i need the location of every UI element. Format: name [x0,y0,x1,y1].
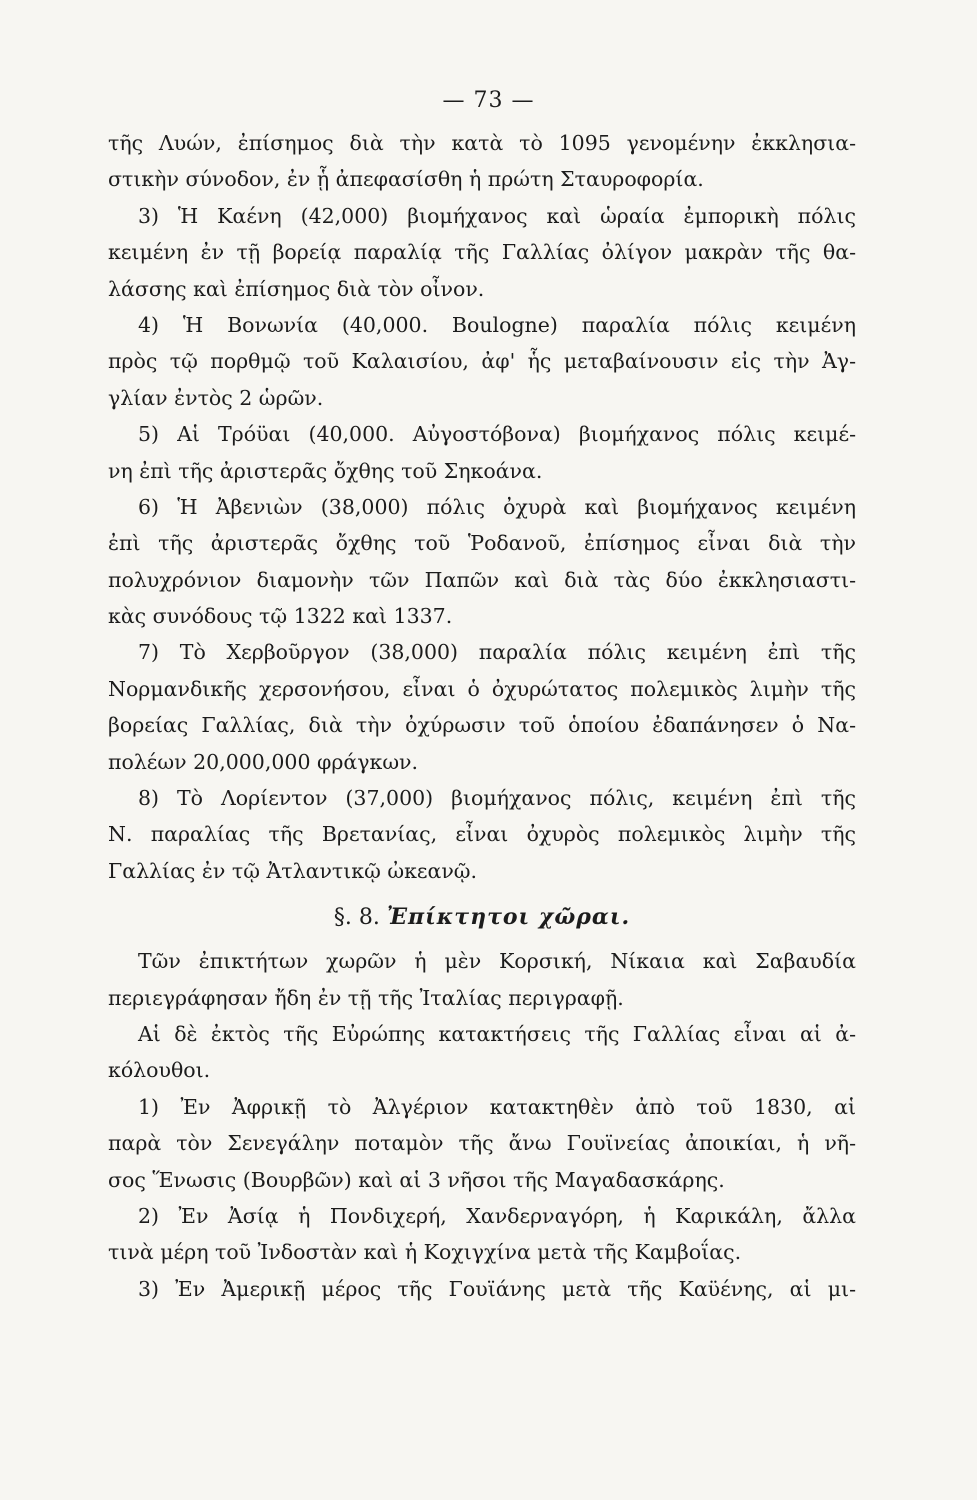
text-line: κειμένη ἐν τῇ βορείᾳ παραλίᾳ τῆς Γαλλίας ὀλίγον μακρὰν τῆς θα- [108,240,856,265]
text-line: 8) Τὸ Λορίεντον (37,000) βιομήχανος πόλις, κειμένη ἐπὶ τῆς [138,786,856,811]
text-line: κόλουθοι. [108,1058,211,1083]
section-number: §. 8. [333,905,380,931]
text-line: Τῶν ἐπικτήτων χωρῶν ἡ μὲν Κορσική, Νίκαια καὶ Σαβαυδία [138,949,856,974]
text-line: 7) Τὸ Χερβοῦργον (38,000) παραλία πόλις κειμένη ἐπὶ τῆς [138,640,856,665]
text-line: 2) Ἐν Ἀσίᾳ ἡ Πονδιχερή, Χανδερναγόρη, ἡ Καρικάλη, ἄλλα [138,1203,856,1228]
body-text [108,125,856,1307]
text-line: παρὰ τὸν Σενεγάλην ποταμὸν τῆς ἄνω Γουϊνείας ἀποικίαι, ἡ νῆ- [108,1131,856,1156]
text-line: τῆς Λυών, ἐπίσημος διὰ τὴν κατὰ τὸ 1095 γενομένην ἐκκλησια- [108,131,856,155]
text-line: τινὰ μέρη τοῦ Ἰνδοστὰν καὶ ἡ Κοχιγχίνα μετὰ τῆς Καμβοΐας. [108,1240,742,1265]
text-line: 3) Ἐν Ἀμερικῇ μέρος τῆς Γουϊάνης μετὰ τῆς Καϋένης, αἱ μι- [138,1276,856,1301]
text-line: 4) Ἡ Βονωνία (40,000. Boulogne) παραλία πόλις κειμένη [138,312,856,337]
text-line: 3) Ἡ Καένη (42,000) βιομήχανος καὶ ὡραία ἐμπορικὴ πόλις [138,203,856,228]
text-line: Ν. παραλίας τῆς Βρετανίας, εἶναι ὀχυρὸς πολεμικὸς λιμὴν τῆς [108,822,856,847]
page-number: — 73 — [442,88,535,113]
text-line: Νορμανδικῆς χερσονήσου, εἶναι ὁ ὀχυρώτατος πολεμικὸς λιμὴν τῆς [108,676,856,701]
text-line: στικὴν σύνοδον, ἐν ᾗ ἀπεφασίσθη ἡ πρώτη Σταυροφορία. [108,167,704,192]
text-line: νη ἐπὶ τῆς ἀριστερᾶς ὄχθης τοῦ Σηκοάνα. [108,458,543,483]
text-line: Γαλλίας ἐν τῷ Ἀτλαντικῷ ὠκεανῷ. [108,858,478,883]
section-title: Ἐπίκτητοι χῶραι. [386,904,631,931]
text-line: περιεγράφησαν ἤδη ἐν τῇ τῆς Ἰταλίας περιγραφῇ. [108,985,624,1010]
text-line: γλίαν ἐντὸς 2 ὡρῶν. [108,385,324,410]
text-line: Αἱ δὲ ἐκτὸς τῆς Εὐρώπης κατακτήσεις τῆς Γαλλίας εἶναι αἱ ἀ- [138,1021,856,1046]
text-line: 5) Αἱ Τρόϋαι (40,000. Αὐγοστόβονα) βιομήχανος πόλις κειμέ- [138,422,856,447]
text-line: πολυχρόνιον διαμονὴν τῶν Παπῶν καὶ διὰ τὰς δύο ἐκκλησιαστι- [108,567,856,592]
text-line: πολέων 20,000,000 φράγκων. [108,749,419,774]
text-line: σος Ἕνωσις (Βουρβῶν) καὶ αἱ 3 νῆσοι τῆς Μαγαδασκάρης. [108,1167,725,1192]
text-line: κὰς συνόδους τῷ 1322 καὶ 1337. [108,604,453,629]
section-heading [108,895,856,939]
text-line: βορείας Γαλλίας, διὰ τὴν ὀχύρωσιν τοῦ ὁποίου ἐδαπάνησεν ὁ Να- [108,713,856,738]
text-line: 6) Ἡ Ἀβενιὼν (38,000) πόλις ὀχυρὰ καὶ βιομήχανος κειμένη [138,494,856,519]
text-line: ἐπὶ τῆς ἀριστερᾶς ὄχθης τοῦ Ῥοδανοῦ, ἐπίσημος εἶναι διὰ τὴν [108,531,856,556]
text-line: 1) Ἐν Ἀφρικῇ τὸ Ἀλγέριον κατακτηθὲν ἀπὸ τοῦ 1830, αἱ [138,1094,856,1119]
text-line: πρὸς τῷ πορθμῷ τοῦ Καλαισίου, ἀφ' ἧς μεταβαίνουσιν εἰς τὴν Ἀγ- [108,349,856,374]
text-line: λάσσης καὶ ἐπίσημος διὰ τὸν οἶνον. [108,276,485,301]
